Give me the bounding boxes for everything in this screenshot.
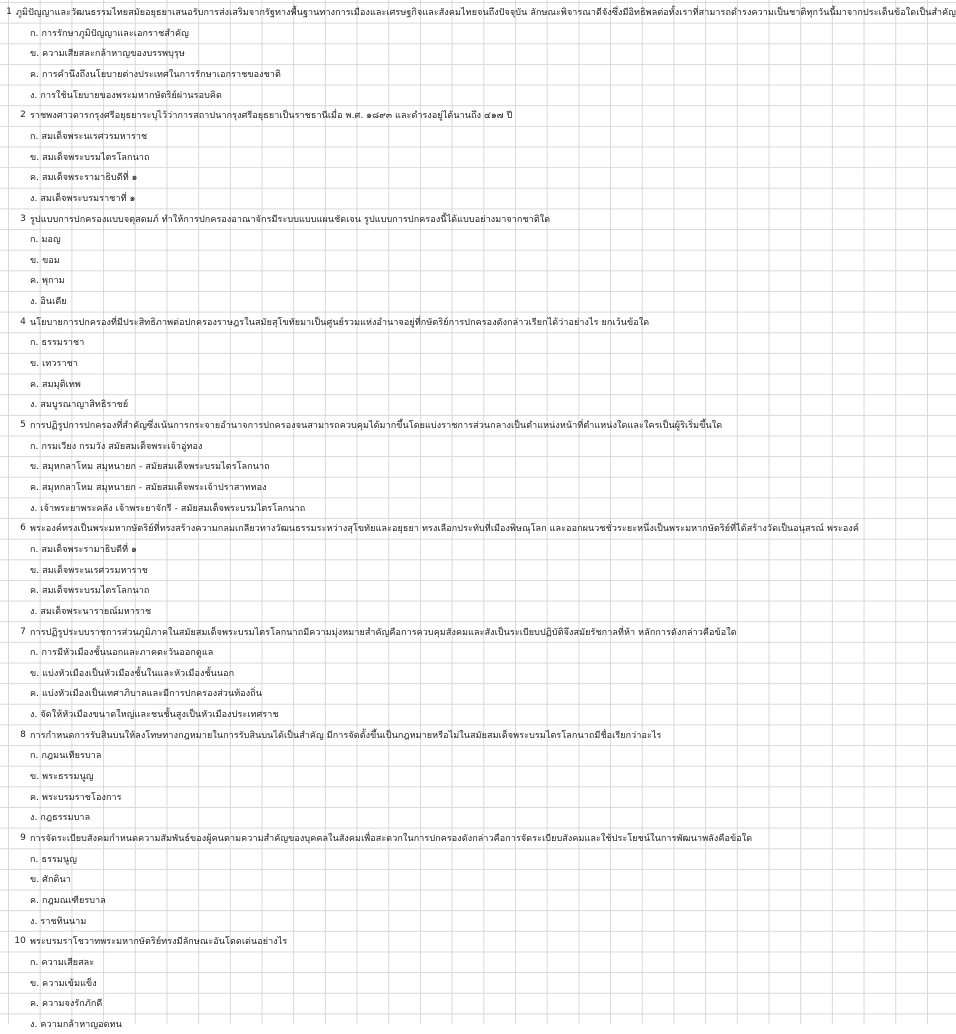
option-text: ง. อินเดีย xyxy=(30,297,67,308)
option-row[interactable] xyxy=(0,332,956,352)
option-text: ข. แบ่งหัวเมืองเป็นหัวเมืองชั้นในและหัวเมืองชั้นนอก xyxy=(30,668,235,679)
option-row[interactable] xyxy=(0,849,956,869)
option-row[interactable] xyxy=(0,477,956,497)
question-text: พระบรมราโชวาทพระมหากษัตริย์ทรงมีลักษณะอันโดดเด่นอย่างไร xyxy=(30,937,288,948)
option-text: ข. สมเด็จพระนเรศวรมหาราช xyxy=(30,565,148,576)
option-text: ค. สมเด็จพระรามาธิบดีที่ ๑ xyxy=(30,173,138,184)
option-text: ก. มอญ xyxy=(30,235,61,246)
question-number: 7 xyxy=(20,626,26,637)
option-row[interactable] xyxy=(0,663,956,683)
option-text: ก. กฎมนเทียรบาล xyxy=(30,751,102,762)
option-row[interactable] xyxy=(0,353,956,373)
option-text: ง. ความกล้าหาญอดทน xyxy=(30,1019,122,1030)
option-row[interactable] xyxy=(0,642,956,662)
option-text: ข. สมเด็จพระบรมไตรโลกนาถ xyxy=(30,152,150,163)
option-text: ค. การคำนึงถึงนโยบายต่างประเทศในการรักษาเอกราชของชาติ xyxy=(30,69,281,80)
question-number: 9 xyxy=(20,833,26,843)
question-text: ราชพงศาวดารกรุงศรีอยุธยาระบุไว้ว่าการสถาปนากรุงศรีอยุธยาเป็นราชธานีเมื่อ พ.ศ. ๑๘๙๓ และดำรงอยู่ได้นานถึง ๔๑๗ ปี xyxy=(30,111,513,122)
option-text: ข. ความเสียสละกล้าหาญของบรรพบุรุษ xyxy=(30,49,185,60)
option-row[interactable] xyxy=(0,745,956,765)
question-number: 3 xyxy=(20,213,26,224)
option-text: ข. ศักดินา xyxy=(30,875,71,886)
option-text: ค. สมุหกลาโหม สมุหนายก - สมัยสมเด็จพระเจ้าปราสาททอง xyxy=(30,482,267,493)
option-row[interactable] xyxy=(0,43,956,63)
option-row[interactable] xyxy=(0,250,956,270)
option-row[interactable] xyxy=(0,807,956,827)
option-text: ค. พุกาม xyxy=(30,276,65,287)
question-row[interactable] xyxy=(0,2,956,22)
option-text: ค. กฎมณเฑียรบาล xyxy=(30,895,106,906)
question-row[interactable] xyxy=(0,725,956,745)
option-row[interactable] xyxy=(0,167,956,187)
option-row[interactable] xyxy=(0,704,956,724)
option-text: ก. สมเด็จพระรามาธิบดีที่ ๑ xyxy=(30,544,137,555)
option-text: ง. สมบูรณาญาสิทธิราชย์ xyxy=(30,400,129,411)
option-row[interactable] xyxy=(0,683,956,703)
option-text: ง. จัดให้หัวเมืองขนาดใหญ่และชนชั้นสูงเป็นหัวเมืองประเทศราช xyxy=(30,710,279,721)
option-text: ข. พระธรรมนูญ xyxy=(30,772,94,783)
question-text: การปฏิรูประบบราชการส่วนภูมิภาคในสมัยสมเด็จพระบรมไตรโลกนาถมีความมุ่งหมายสำคัญคือการควบคุมสังคมและสังเป็นระเบียบปฏิบัติจึงสมัยรัชกาลที่ห้า หลักการดังกล่าวคือข้อใด xyxy=(30,627,737,638)
option-row[interactable] xyxy=(0,890,956,910)
question-row[interactable] xyxy=(0,415,956,435)
option-row[interactable] xyxy=(0,436,956,456)
option-text: ก. ธรรมนูญ xyxy=(30,854,77,865)
option-row[interactable] xyxy=(0,126,956,146)
option-text: ก. กรมเวียง กรมวัง สมัยสมเด็จพระเจ้าอู่ทอง xyxy=(30,441,203,452)
option-row[interactable] xyxy=(0,601,956,621)
option-row[interactable] xyxy=(0,188,956,208)
option-text: ก. ความเสียสละ xyxy=(30,957,95,968)
question-number: 8 xyxy=(20,729,26,740)
option-text: ข. ขอม xyxy=(30,255,60,266)
option-text: ค. สมเด็จพระบรมไตรโลกนาถ xyxy=(30,586,150,597)
option-text: ง. กฎธรรมบาล xyxy=(30,813,91,824)
option-row[interactable] xyxy=(0,869,956,889)
question-number: 1 xyxy=(6,7,12,17)
option-row[interactable] xyxy=(0,270,956,290)
option-text: ง. เจ้าพระยาพระคลัง เจ้าพระยาจักรี - สมัยสมเด็จพระบรมไตรโลกนาถ xyxy=(30,503,306,514)
option-row[interactable] xyxy=(0,539,956,559)
option-row[interactable] xyxy=(0,147,956,167)
option-row[interactable] xyxy=(0,229,956,249)
option-row[interactable] xyxy=(0,952,956,972)
option-text: ข. สมุหกลาโหม สมุหนายก - สมัยสมเด็จพระบรมไตรโลกนาถ xyxy=(30,462,270,473)
question-text: การจัดระเบียบสังคมกำหนดความสัมพันธ์ของผู้คนตามความสำคัญของบุคคลในสังคมเพื่อสะดวกในการปกครองดังกล่าวคือการจัดระเบียบสังคมและใช้ประโยชน์ในการพัฒนาพลังคือข้อใด xyxy=(30,834,753,844)
option-text: ค. แบ่งหัวเมืองเป็นเทศาภิบาลและมีการปกครองส่วนท้องถิ่น xyxy=(30,689,263,700)
option-row[interactable] xyxy=(0,374,956,394)
option-row[interactable] xyxy=(0,911,956,931)
question-number: 4 xyxy=(20,316,26,327)
question-text: การปฏิรูปการปกครองที่สำคัญซึ่งเน้นการกระจายอำนาจการปกครองจนสามารถควบคุมได้มากขึ้นโดยแบ่งราชการส่วนกลางเป็นตำแหน่งหน้าที่ตำแหน่งใดและใครเป็นผู้ริเริ่มขึ้นใด xyxy=(30,421,723,431)
question-number: 2 xyxy=(20,110,26,121)
question-row[interactable] xyxy=(0,209,956,229)
option-text: ก. สมเด็จพระนเรศวรมหาราช xyxy=(30,131,148,142)
option-row[interactable] xyxy=(0,973,956,993)
option-text: ค. ความจงรักภักดี xyxy=(30,999,103,1010)
question-text: รูปแบบการปกครองแบบจตุสดมภ์ ทำให้การปกครองอาณาจักรมีระบบแบบแผนชัดเจน รูปแบบการปกครองนี้ได้แบบอย่างมาจากชาติใด xyxy=(30,214,551,225)
question-text: การกำหนดการรับสินบนให้ลงโทษทางกฎหมายในการรับสินบนได้เป็นสำคัญ มีการจัดตั้งขึ้นเป็นกฎหมายหรือไม่ในสมัยสมเด็จพระบรมไตรโลกนาถมีชื่อเรียกว่าอะไร xyxy=(30,730,662,741)
option-row[interactable] xyxy=(0,291,956,311)
option-row[interactable] xyxy=(0,766,956,786)
option-text: ง. สมเด็จพระนารายณ์มหาราช xyxy=(30,606,152,617)
option-text: ก. การมีหัวเมืองชั้นนอกและภาคตะวันออกดูแล xyxy=(30,648,214,659)
option-text: ก. การรักษาภูมิปัญญาและเอกราชสำคัญ xyxy=(30,28,189,39)
option-text: ค. พระบรมราชโองการ xyxy=(30,792,122,803)
option-row[interactable] xyxy=(0,394,956,414)
question-number: 6 xyxy=(20,523,26,534)
question-text: ภูมิปัญญาและวัฒนธรรมไทยสมัยอยุธยาเสนอรับการส่งเสริมจากรัฐทางพื้นฐานทางการเมืองและเศรษฐกิจและสังคมไทยจนถึงปัจจุบัน ลักษณะพิจารณาดีจังซึ่งมีอิทธิพลต่อทั้งเราที่สามารถดำรงความเป็นชาติทุกวันนี้มาจากประเด็นข้อใดเป็นสำคัญ xyxy=(16,8,956,18)
question-row[interactable] xyxy=(0,105,956,125)
option-row[interactable] xyxy=(0,787,956,807)
option-text: ข. ความเข้มแข็ง xyxy=(30,978,97,989)
question-number: 10 xyxy=(14,936,26,947)
option-row[interactable] xyxy=(0,85,956,105)
question-row[interactable] xyxy=(0,518,956,538)
option-text: ง. การใช้นโยบายของพระมหากษัตริย์ผ่านรอบคิด xyxy=(30,90,222,101)
option-row[interactable] xyxy=(0,456,956,476)
option-text: ก. ธรรมราชา xyxy=(30,338,85,349)
question-row[interactable] xyxy=(0,622,956,642)
question-text: พระองค์ทรงเป็นพระมหากษัตริย์ที่ทรงสร้างความกลมเกลียวทางวัฒนธรรมระหว่างสุโขทัยและอยุธยา ทรงเลือกประทับที่เมืองพิษณุโลก และออกผนวชชั่วระยะหนึ่งเป็นพระมหากษัตริย์ที่ได้สร้างวัดเป็นอนุสรณ์ พระองค์ xyxy=(30,524,859,535)
option-text: ง. สมเด็จพระบรมราชาที่ ๑ xyxy=(30,193,136,204)
question-number: 5 xyxy=(20,420,26,430)
option-row[interactable] xyxy=(0,993,956,1013)
option-row[interactable] xyxy=(0,580,956,600)
option-text: ค. สมมุติเทพ xyxy=(30,379,81,390)
option-row[interactable] xyxy=(0,23,956,43)
question-row[interactable] xyxy=(0,828,956,848)
option-row[interactable] xyxy=(0,560,956,580)
option-row[interactable] xyxy=(0,498,956,518)
question-row[interactable] xyxy=(0,931,956,951)
option-text: ง. ราชทินนาม xyxy=(30,916,87,927)
option-row[interactable] xyxy=(0,64,956,84)
question-row[interactable] xyxy=(0,312,956,332)
question-text: นโยบายการปกครองที่มีประสิทธิภาพต่อปกครองราษฎรในสมัยสุโขทัยมาเป็นศูนย์รวมแห่งอำนาจอยู่ที่กษัตริย์การปกครองดังกล่าวเรียกได้ว่าอย่างไร ยกเว้นข้อใด xyxy=(30,317,650,328)
option-text: ข. เทวราชา xyxy=(30,359,78,370)
